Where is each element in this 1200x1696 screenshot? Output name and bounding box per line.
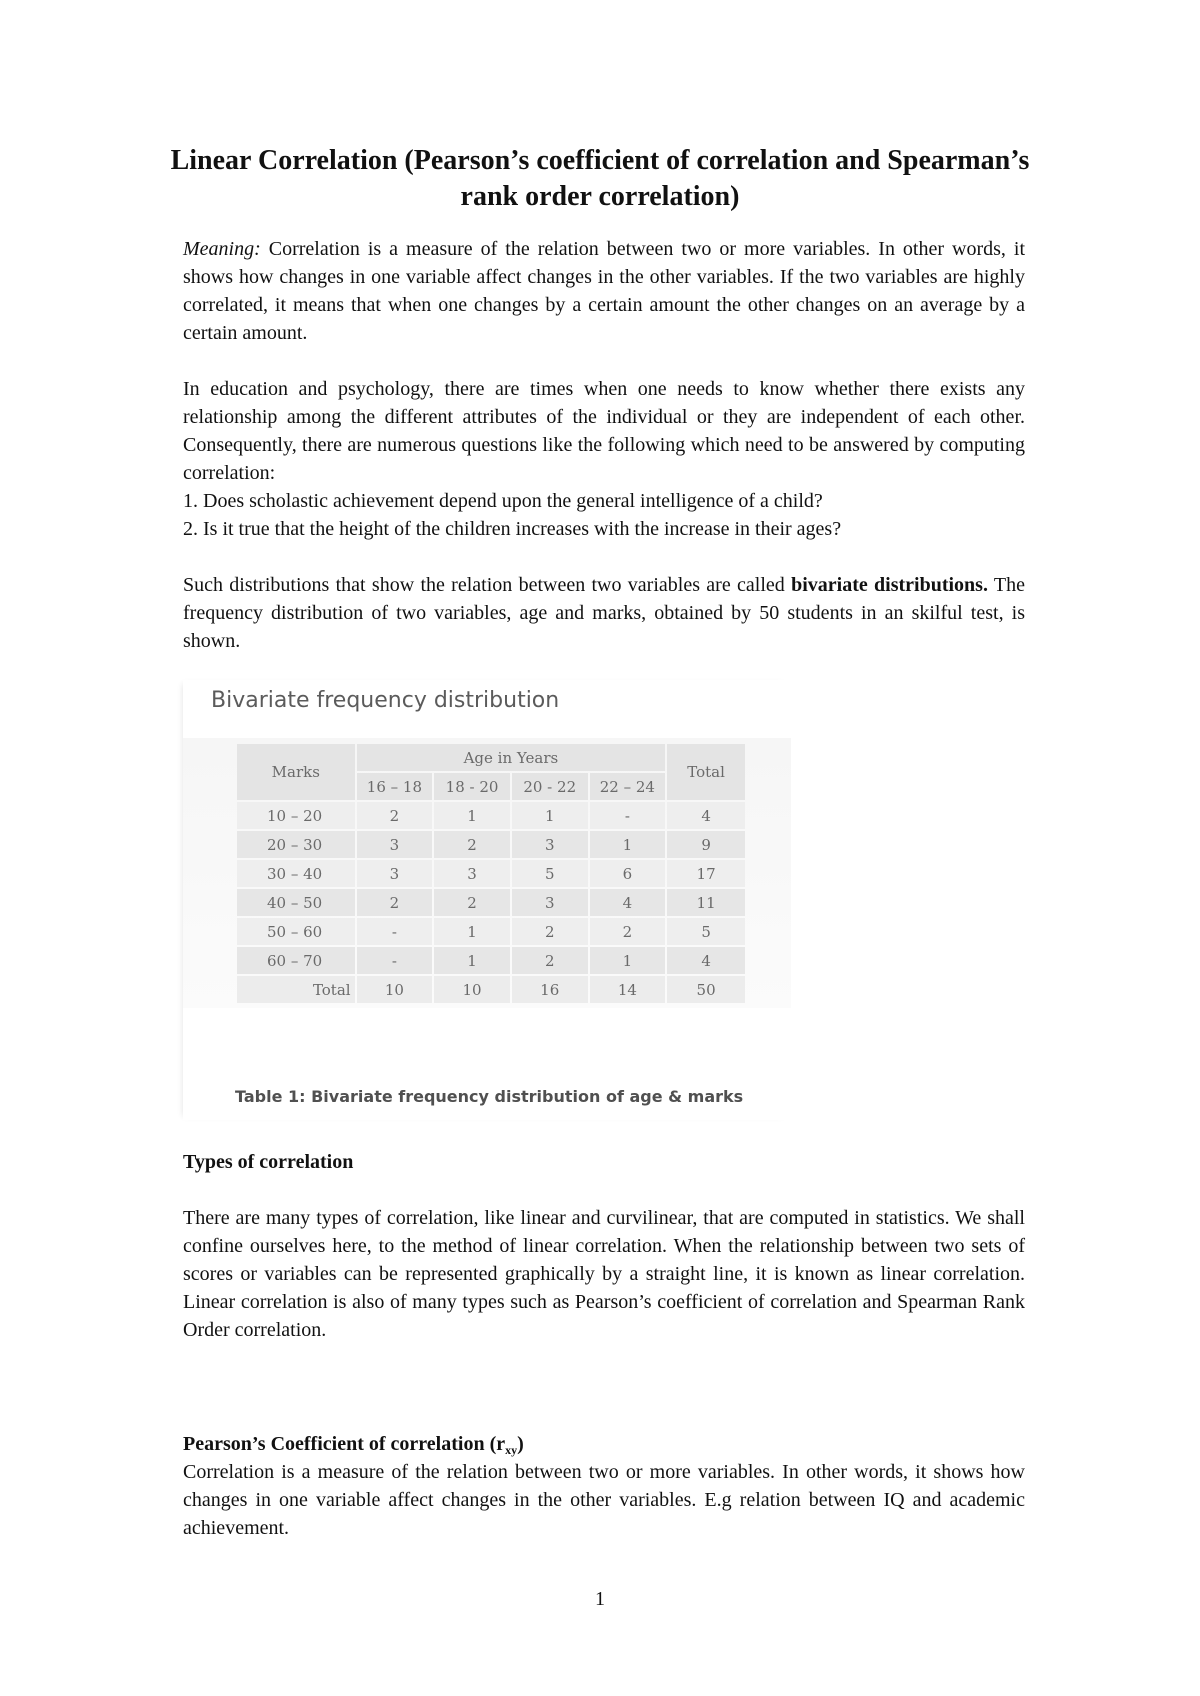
table-cell: 2 — [357, 889, 433, 916]
header-age-group: 16 – 18 — [357, 773, 433, 800]
table-cell: 2 — [590, 918, 666, 945]
table-cell: 16 — [512, 976, 588, 1003]
table-cell-total: 17 — [667, 860, 745, 887]
question-2: 2. Is it true that the height of the children increases with the increase in their ages? — [183, 518, 842, 540]
row-marks-label: 30 – 40 — [237, 860, 355, 887]
table-cell: 2 — [512, 947, 588, 974]
pearson-heading-close: ) — [517, 1433, 524, 1455]
pearson-subscript: xy — [505, 1443, 518, 1457]
pearson-heading-text: Pearson’s Coefficient of correlation (r — [183, 1433, 506, 1455]
header-total: Total — [667, 744, 745, 800]
table-cell: 1 — [434, 947, 510, 974]
row-marks-label: 40 – 50 — [237, 889, 355, 916]
bivariate-term: bivariate distributions. — [791, 574, 988, 596]
row-marks-label: 60 – 70 — [237, 947, 355, 974]
types-paragraph: There are many types of correlation, like linear and curvilinear, that are computed in statistics. We shall confine ourselves here, to the method of linear correlation. When the relationship between two sets of scores or variables can be represented graphically by a straight line, it is known as linear correlation. Linear correlation is also of many types such as Pearson’s coefficient of correlation and Spearman Rank Order correlation. — [183, 1207, 1025, 1341]
table-cell-total: 50 — [667, 976, 745, 1003]
page-number: 1 — [595, 1588, 605, 1610]
table-cell: 1 — [434, 802, 510, 829]
table-total-row — [237, 976, 745, 1003]
total-row-label: Total — [237, 976, 355, 1003]
header-age-group: 18 - 20 — [434, 773, 510, 800]
header-age-group: 20 - 22 — [512, 773, 588, 800]
table-cell: 1 — [590, 947, 666, 974]
table-cell: 2 — [434, 889, 510, 916]
table-cell: 3 — [512, 889, 588, 916]
header-age-group: 22 – 24 — [590, 773, 666, 800]
table-cell: 4 — [590, 889, 666, 916]
page-title: Linear Correlation (Pearson’s coefficient of correlation and Spearman’s rank order correlation) — [170, 145, 1030, 212]
table-cell: 3 — [512, 831, 588, 858]
row-marks-label: 10 – 20 — [237, 802, 355, 829]
table-cell: 3 — [357, 860, 433, 887]
table-cell: 2 — [357, 802, 433, 829]
figure-caption: Table 1: Bivariate frequency distribution of age & marks — [235, 1087, 744, 1106]
table-cell-total: 9 — [667, 831, 745, 858]
table-cell: 1 — [434, 918, 510, 945]
table-header-row — [237, 744, 745, 771]
bivariate-table-figure — [183, 680, 791, 1120]
pearson-paragraph: Correlation is a measure of the relation between two or more variables. In other words, it shows how changes in one variable affect changes in the other variables. E.g relation between IQ and academic achievement. — [183, 1461, 1025, 1539]
header-age: Age in Years — [357, 744, 666, 771]
table-cell: 1 — [590, 831, 666, 858]
table-cell: 10 — [434, 976, 510, 1003]
table-cell: - — [590, 802, 666, 829]
table-cell: 2 — [512, 918, 588, 945]
row-marks-label: 50 – 60 — [237, 918, 355, 945]
table-cell: 6 — [590, 860, 666, 887]
meaning-paragraph — [183, 235, 1025, 347]
table-cell: 1 — [512, 802, 588, 829]
table-cell: 3 — [357, 831, 433, 858]
frequency-table — [235, 742, 747, 1005]
question-1: 1. Does scholastic achievement depend upon the general intelligence of a child? — [183, 490, 823, 512]
figure-title: Bivariate frequency distribution — [211, 688, 560, 713]
table-row — [237, 918, 745, 945]
meaning-text: Correlation is a measure of the relation between two or more variables. In other words, it shows how changes in one variable affect changes in the other variables. If the two variables are highly correlated, it means that when one changes by a certain amount the other changes on an average by a certain amount. — [183, 238, 1025, 344]
table-row — [237, 831, 745, 858]
meaning-label: Meaning: — [183, 238, 261, 260]
header-marks: Marks — [237, 744, 355, 800]
table-cell: 14 — [590, 976, 666, 1003]
table-cell: 10 — [357, 976, 433, 1003]
bivariate-text-b: The frequency distribution of two variables, age and marks, obtained by 50 students in an skilful test, is shown. — [183, 574, 1026, 652]
table-row — [237, 802, 745, 829]
table-cell: - — [357, 947, 433, 974]
table-cell: - — [357, 918, 433, 945]
table-cell-total: 4 — [667, 947, 745, 974]
question-list — [183, 487, 1025, 543]
table-cell-total: 4 — [667, 802, 745, 829]
bivariate-paragraph — [183, 571, 1025, 655]
education-paragraph: In education and psychology, there are times when one needs to know whether there exists any relationship among the different attributes of the individual or they are independent of each other. Consequently, there are numerous questions like the following which need to be answered by computing correlation: — [183, 378, 1025, 484]
table-cell-total: 11 — [667, 889, 745, 916]
table-row — [237, 860, 745, 887]
table-cell: 2 — [434, 831, 510, 858]
bivariate-text-a: Such distributions that show the relation between two variables are called — [183, 574, 792, 596]
table-cell-total: 5 — [667, 918, 745, 945]
table-cell: 3 — [434, 860, 510, 887]
types-heading: Types of correlation — [183, 1151, 354, 1173]
table-row — [237, 947, 745, 974]
row-marks-label: 20 – 30 — [237, 831, 355, 858]
table-cell: 5 — [512, 860, 588, 887]
table-row — [237, 889, 745, 916]
